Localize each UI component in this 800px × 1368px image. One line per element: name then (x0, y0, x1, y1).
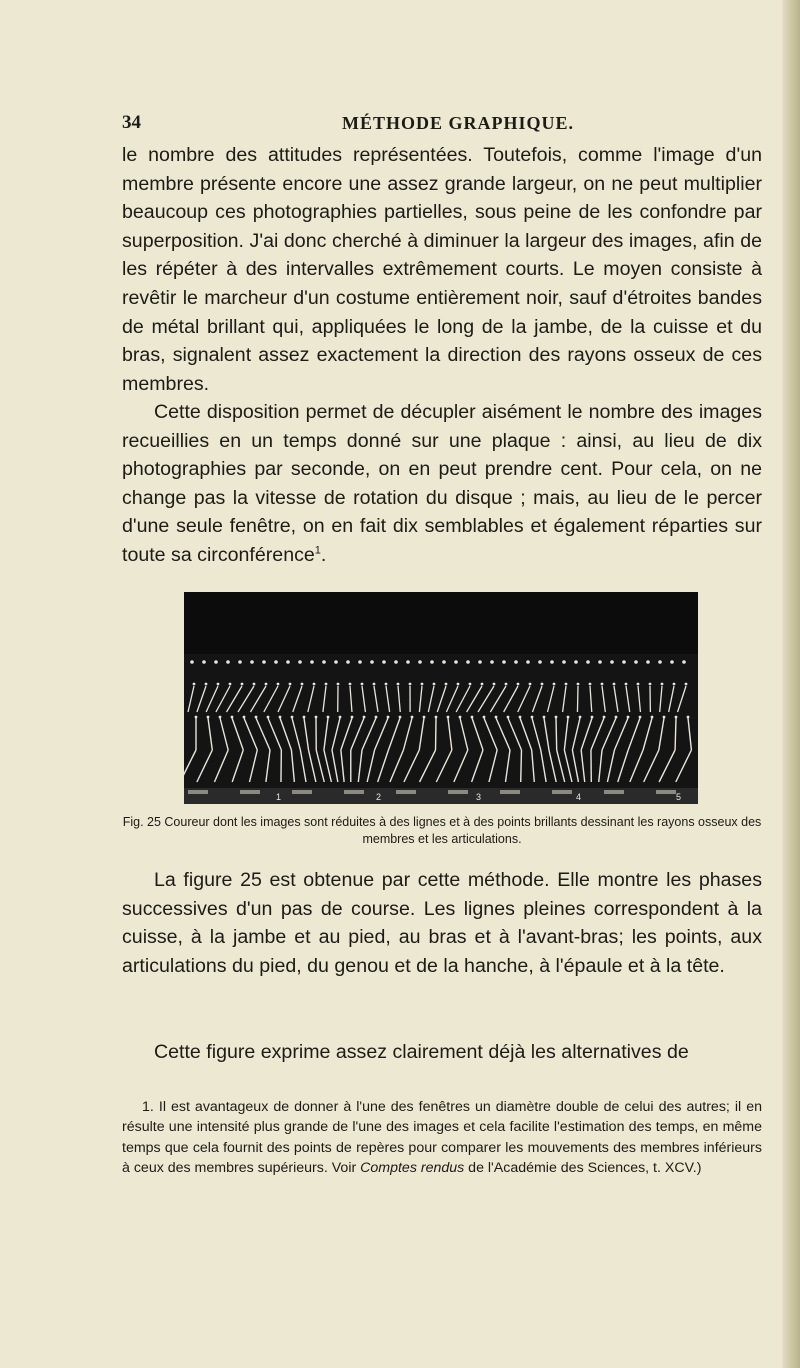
head-dot (418, 660, 422, 664)
hip-dot (483, 716, 486, 719)
scale-mark (656, 790, 676, 794)
shoulder-dot (397, 683, 400, 686)
hip-dot (651, 716, 654, 719)
footnote-reference[interactable]: 1 (314, 544, 321, 557)
hip-dot (615, 716, 618, 719)
shin-line (521, 750, 522, 782)
head-dot (262, 660, 266, 664)
paragraph-4: Cette figure exprime assez clairement déjà les alternatives de (154, 1041, 689, 1063)
shoulder-dot (529, 683, 532, 686)
head-dot (478, 660, 482, 664)
head-dot (190, 660, 194, 664)
head-dot (454, 660, 458, 664)
hip-dot (603, 716, 606, 719)
shoulder-dot (661, 683, 664, 686)
shoulder-dot (469, 683, 472, 686)
hip-dot (363, 716, 366, 719)
head-dot (442, 660, 446, 664)
hip-dot (315, 716, 318, 719)
head-dot (622, 660, 626, 664)
head-dot (274, 660, 278, 664)
hip-dot (243, 716, 246, 719)
hip-dot (531, 716, 534, 719)
shoulder-dot (313, 683, 316, 686)
head-dot (610, 660, 614, 664)
arm-line (577, 686, 578, 712)
shoulder-dot (205, 683, 208, 686)
footnote-number: 1. (142, 1099, 154, 1115)
scale-mark (292, 790, 312, 794)
head-dot (310, 660, 314, 664)
shoulder-dot (433, 683, 436, 686)
hip-dot (291, 716, 294, 719)
head-dot (502, 660, 506, 664)
footnote-reference-title: Comptes rendus (360, 1160, 465, 1177)
shoulder-dot (481, 683, 484, 686)
hip-dot (339, 716, 342, 719)
head-dot (358, 660, 362, 664)
head-dot (370, 660, 374, 664)
hip-dot (543, 716, 546, 719)
scale-mark (448, 790, 468, 794)
shoulder-dot (385, 683, 388, 686)
hip-dot (399, 716, 402, 719)
hip-dot (579, 716, 582, 719)
head-dot (682, 660, 686, 664)
scale-mark (500, 790, 520, 794)
hip-dot (687, 716, 690, 719)
hip-dot (411, 716, 414, 719)
scale-mark (396, 790, 416, 794)
shoulder-dot (421, 683, 424, 686)
shoulder-dot (289, 683, 292, 686)
scale-label-3: 3 (476, 792, 482, 802)
head-dot (586, 660, 590, 664)
footnote-text-end: de l'Académie des Sciences, t. XCV.) (464, 1160, 702, 1177)
runner-stick-figure-image (184, 592, 698, 804)
shoulder-dot (241, 683, 244, 686)
head-dot (550, 660, 554, 664)
head-dot (646, 660, 650, 664)
shoulder-dot (373, 683, 376, 686)
head-dot (526, 660, 530, 664)
shoulder-dot (217, 683, 220, 686)
footnote (122, 1097, 762, 1179)
shoulder-dot (505, 683, 508, 686)
head-dot (346, 660, 350, 664)
paragraph-1: le nombre des attitudes représentées. Toutefois, comme l'image d'un membre présente encore une assez grande largeur, on ne peut multiplier beaucoup ces photographies partielles, sous peine de les confondre par superposition. J'ai donc cherché à diminuer la largeur des images, afin de les répéter à des intervalles extrêmement courts. Le moyen consiste à revêtir le marcheur d'un costume entièrement noir, sauf d'étroites bandes de métal brillant qui, appliquées le long de la jambe, de la cuisse et du bras, signalent assez exactement la direction des rayons osseux de ces membres. (122, 144, 762, 395)
shoulder-dot (517, 683, 520, 686)
head-dot (214, 660, 218, 664)
shoulder-dot (541, 683, 544, 686)
head-dot (226, 660, 230, 664)
head-dot (634, 660, 638, 664)
head-dot (250, 660, 254, 664)
shoulder-dot (409, 683, 412, 686)
head-dot (430, 660, 434, 664)
scale-label-4: 4 (576, 792, 582, 802)
hip-dot (435, 716, 438, 719)
head-dot (670, 660, 674, 664)
hip-dot (255, 716, 258, 719)
head-dot (322, 660, 326, 664)
hip-dot (675, 716, 678, 719)
shoulder-dot (445, 683, 448, 686)
hip-dot (507, 716, 510, 719)
hip-dot (495, 716, 498, 719)
scale-label-1: 1 (276, 792, 282, 802)
paragraph-2-text: Cette disposition permet de décupler aisément le nombre des images recueillies en un temps donné sur une plaque : ainsi, au lieu de dix photographies par seconde, on en peut prendre cent. Pour cela, on ne change pas la vitesse de rotation du disque ; mais, au lieu de le percer d'une seule fenêtre, on en fait dix semblables et également réparties sur toute sa circonférence (122, 401, 762, 566)
paragraph-3: La figure 25 est obtenue par cette méthode. Elle montre les phases successives d'un pas de course. Les lignes pleines correspondent à la cuisse, à la jambe et au pied, au bras et à l'avant-bras; les points, aux articulations du pied, du genou et de la hanche, à l'épaule et à la tête. (122, 869, 762, 977)
head-dot (658, 660, 662, 664)
hip-dot (639, 716, 642, 719)
head-dot (490, 660, 494, 664)
figure-caption: Fig. 25 Coureur dont les images sont réduites à des lignes et à des points brillants dessinant les rayons osseux des membres et les articulations. (122, 815, 762, 846)
scale-mark (240, 790, 260, 794)
hip-dot (387, 716, 390, 719)
hip-dot (663, 716, 666, 719)
figure-25-chronophotograph (184, 592, 698, 804)
head-dot (238, 660, 242, 664)
head-dot (286, 660, 290, 664)
head-dot (574, 660, 578, 664)
hip-dot (207, 716, 210, 719)
shoulder-dot (565, 683, 568, 686)
thigh-line (556, 718, 557, 750)
shoulder-dot (601, 683, 604, 686)
shoulder-dot (613, 683, 616, 686)
shoulder-dot (457, 683, 460, 686)
head-dot (382, 660, 386, 664)
scale-mark (188, 790, 208, 794)
hip-dot (351, 716, 354, 719)
shoulder-dot (325, 683, 328, 686)
head-dot (394, 660, 398, 664)
hip-dot (375, 716, 378, 719)
page-number: 34 (122, 112, 141, 133)
shoulder-dot (553, 683, 556, 686)
hip-dot (327, 716, 330, 719)
hip-dot (627, 716, 630, 719)
running-title: MÉTHODE GRAPHIQUE. (342, 113, 575, 133)
shoulder-dot (349, 683, 352, 686)
shoulder-dot (625, 683, 628, 686)
hip-dot (231, 716, 234, 719)
scale-label-5: 5 (676, 792, 682, 802)
hip-dot (519, 716, 522, 719)
head-dot (466, 660, 470, 664)
scale-mark (552, 790, 572, 794)
shoulder-dot (193, 683, 196, 686)
shoulder-dot (361, 683, 364, 686)
scale-mark (344, 790, 364, 794)
shoulder-dot (265, 683, 268, 686)
hip-dot (303, 716, 306, 719)
head-dot (538, 660, 542, 664)
shoulder-dot (589, 683, 592, 686)
footnote-text: Il est avantageux de donner à l'une des fenêtres un diamètre double de celui des autres; il en résulte une intensité plus grande de l'une des images et cela facilite l'estimation des temps, en même temps que cela fournit des points de repères pour comparer les mouvements des membres inférieurs à ceux des membres supérieurs. Voir (122, 1099, 762, 1177)
shoulder-dot (493, 683, 496, 686)
shoulder-dot (649, 683, 652, 686)
shoulder-dot (253, 683, 256, 686)
hip-dot (471, 716, 474, 719)
hip-dot (567, 716, 570, 719)
head-dot (562, 660, 566, 664)
hip-dot (591, 716, 594, 719)
shoulder-dot (685, 683, 688, 686)
page-header (122, 112, 762, 138)
scale-label-2: 2 (376, 792, 382, 802)
shoulder-dot (577, 683, 580, 686)
head-dot (598, 660, 602, 664)
hip-dot (423, 716, 426, 719)
shoulder-dot (337, 683, 340, 686)
head-dot (406, 660, 410, 664)
hip-dot (219, 716, 222, 719)
hip-dot (555, 716, 558, 719)
shoulder-dot (277, 683, 280, 686)
head-dot (334, 660, 338, 664)
shoulder-dot (673, 683, 676, 686)
head-dot (514, 660, 518, 664)
thigh-line (675, 718, 676, 750)
hip-dot (267, 716, 270, 719)
page-edge-shadow (782, 0, 800, 1368)
shoulder-dot (301, 683, 304, 686)
hip-dot (447, 716, 450, 719)
hip-dot (195, 716, 198, 719)
figure-top-band (184, 592, 698, 654)
shoulder-dot (637, 683, 640, 686)
shoulder-dot (229, 683, 232, 686)
hip-dot (459, 716, 462, 719)
hip-dot (279, 716, 282, 719)
head-dot (298, 660, 302, 664)
paragraph-2: Cette disposition permet de décupler aisément le nombre des images recueillies en un temps donné sur une plaque : ainsi, au lieu de dix photographies par seconde, on en peut prendre cent. Pour cela, on ne change pas la vitesse de rotation du disque ; mais, au lieu de le percer d'une seule fenêtre, on en fait dix semblables et également réparties sur toute sa circonférence$^1$. (122, 401, 762, 566)
head-dot (202, 660, 206, 664)
scale-mark (604, 790, 624, 794)
